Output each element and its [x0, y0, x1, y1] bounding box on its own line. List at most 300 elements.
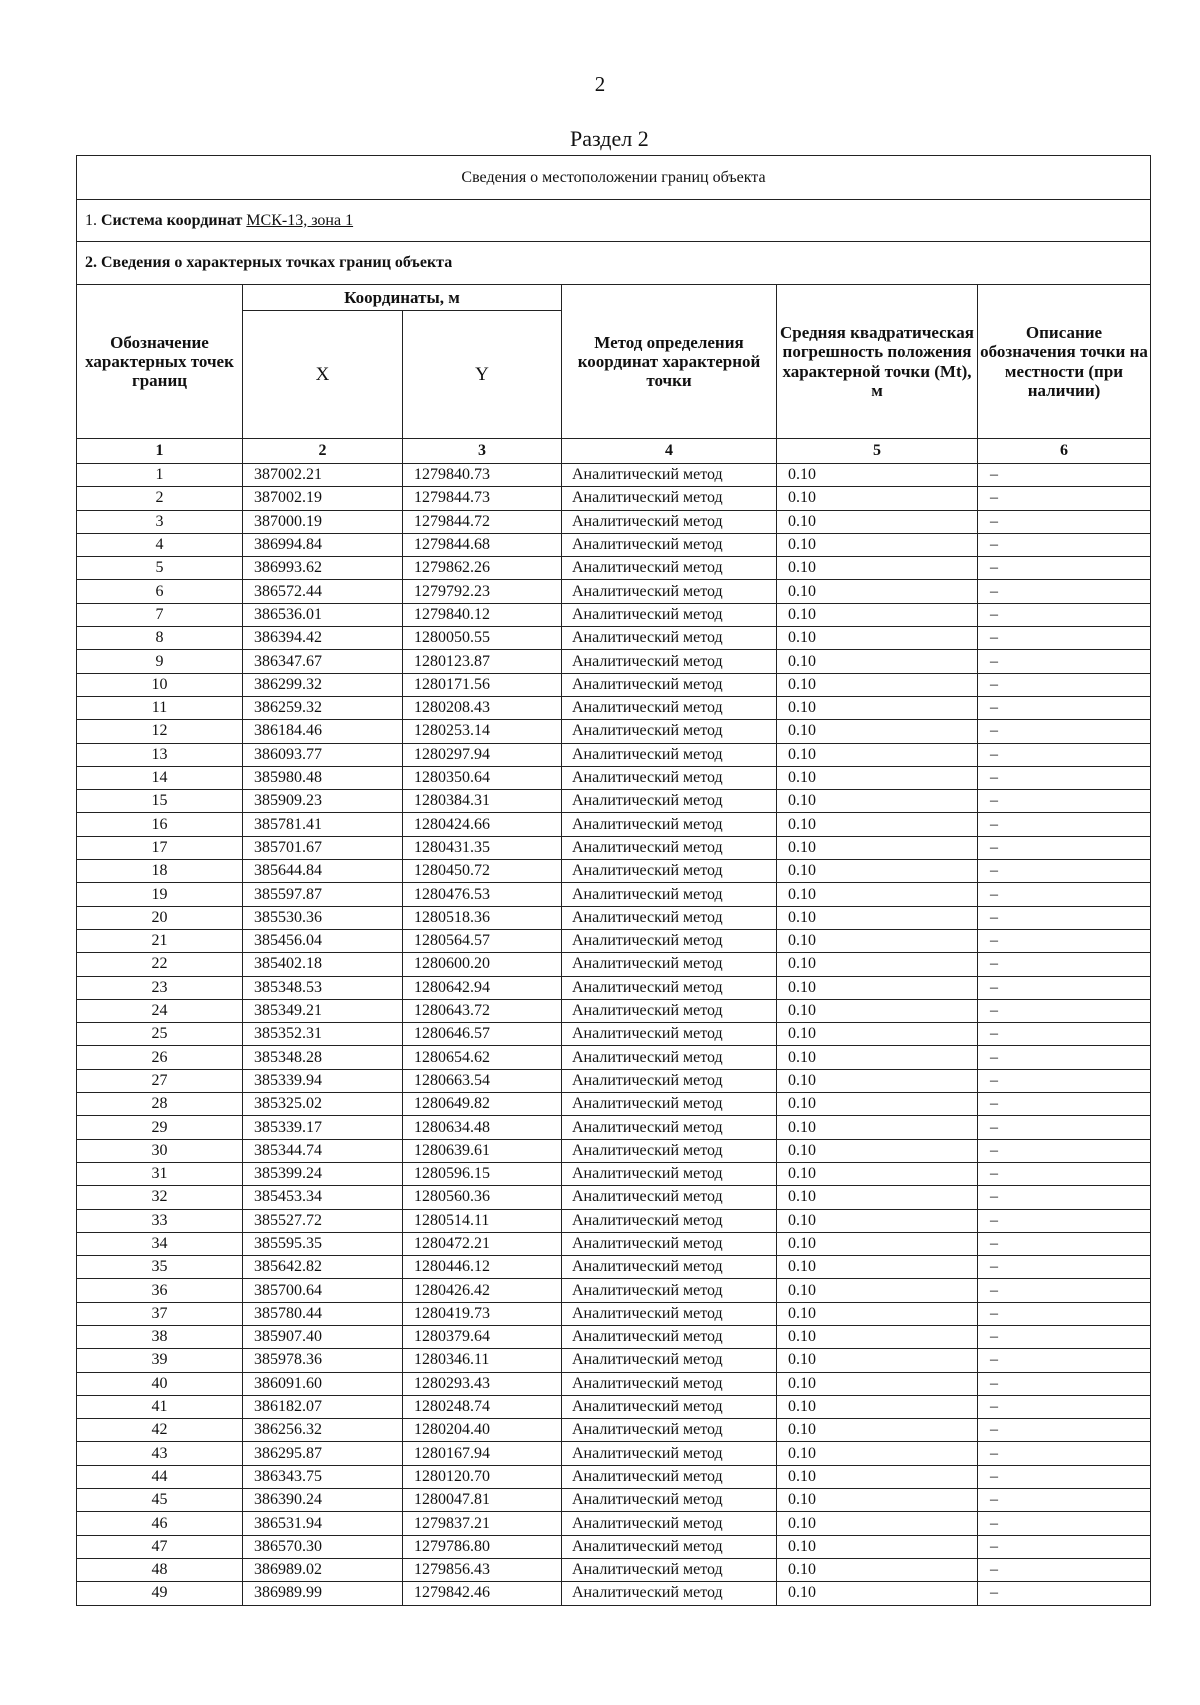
method-cell: Аналитический метод	[562, 487, 777, 510]
description-cell: –	[978, 836, 1151, 859]
x-coordinate-cell: 385980.48	[243, 766, 403, 789]
method-cell: Аналитический метод	[562, 1186, 777, 1209]
x-coordinate-cell: 386184.46	[243, 720, 403, 743]
description-cell: –	[978, 1419, 1151, 1442]
point-number-cell: 36	[77, 1279, 243, 1302]
error-cell: 0.10	[777, 1186, 978, 1209]
method-cell: Аналитический метод	[562, 860, 777, 883]
column-number: 6	[978, 439, 1151, 464]
description-cell: –	[978, 1209, 1151, 1232]
error-cell: 0.10	[777, 464, 978, 487]
point-number-cell: 21	[77, 929, 243, 952]
header-method: Метод определения координат характерной точки	[562, 285, 777, 439]
method-cell: Аналитический метод	[562, 743, 777, 766]
method-cell: Аналитический метод	[562, 1116, 777, 1139]
point-number-cell: 26	[77, 1046, 243, 1069]
y-coordinate-cell: 1280518.36	[403, 906, 562, 929]
y-coordinate-cell: 1280596.15	[403, 1162, 562, 1185]
points-title: 2. Сведения о характерных точках границ объекта	[77, 242, 1151, 285]
description-cell: –	[978, 1093, 1151, 1116]
method-cell: Аналитический метод	[562, 1093, 777, 1116]
description-cell: –	[978, 743, 1151, 766]
point-number-cell: 19	[77, 883, 243, 906]
table-row	[77, 627, 1151, 650]
error-cell: 0.10	[777, 557, 978, 580]
page-number: 2	[594, 72, 606, 96]
header-description: Описание обозначения точки на местности (при наличии)	[978, 285, 1151, 439]
x-coordinate-cell: 386394.42	[243, 627, 403, 650]
point-number-cell: 24	[77, 999, 243, 1022]
table-row	[77, 836, 1151, 859]
point-number-cell: 33	[77, 1209, 243, 1232]
description-cell: –	[978, 627, 1151, 650]
table-row	[77, 860, 1151, 883]
table-row	[77, 790, 1151, 813]
error-cell: 0.10	[777, 1162, 978, 1185]
method-cell: Аналитический метод	[562, 1442, 777, 1465]
y-coordinate-cell: 1280253.14	[403, 720, 562, 743]
description-cell: –	[978, 1116, 1151, 1139]
point-number-cell: 35	[77, 1256, 243, 1279]
y-coordinate-cell: 1279840.12	[403, 603, 562, 626]
table-row	[77, 1069, 1151, 1092]
x-coordinate-cell: 385399.24	[243, 1162, 403, 1185]
boundary-points-table	[76, 155, 1151, 1606]
point-number-cell: 6	[77, 580, 243, 603]
error-cell: 0.10	[777, 860, 978, 883]
method-cell: Аналитический метод	[562, 1232, 777, 1255]
description-cell: –	[978, 1512, 1151, 1535]
description-cell: –	[978, 1558, 1151, 1581]
table-row	[77, 999, 1151, 1022]
x-coordinate-cell: 385527.72	[243, 1209, 403, 1232]
method-cell: Аналитический метод	[562, 1489, 777, 1512]
method-cell: Аналитический метод	[562, 650, 777, 673]
y-coordinate-cell: 1280384.31	[403, 790, 562, 813]
description-cell: –	[978, 533, 1151, 556]
description-cell: –	[978, 696, 1151, 719]
method-cell: Аналитический метод	[562, 603, 777, 626]
y-coordinate-cell: 1280564.57	[403, 929, 562, 952]
x-coordinate-cell: 385348.28	[243, 1046, 403, 1069]
error-cell: 0.10	[777, 1512, 978, 1535]
table-row	[77, 1232, 1151, 1255]
column-number: 1	[77, 439, 243, 464]
x-coordinate-cell: 385339.17	[243, 1116, 403, 1139]
error-cell: 0.10	[777, 1419, 978, 1442]
point-number-cell: 15	[77, 790, 243, 813]
method-cell: Аналитический метод	[562, 720, 777, 743]
y-coordinate-cell: 1280208.43	[403, 696, 562, 719]
y-coordinate-cell: 1280379.64	[403, 1325, 562, 1348]
column-number: 2	[243, 439, 403, 464]
error-cell: 0.10	[777, 1279, 978, 1302]
point-number-cell: 25	[77, 1023, 243, 1046]
point-number-cell: 34	[77, 1232, 243, 1255]
x-coordinate-cell: 386531.94	[243, 1512, 403, 1535]
table-row	[77, 1046, 1151, 1069]
method-cell: Аналитический метод	[562, 929, 777, 952]
table-row	[77, 1116, 1151, 1139]
error-cell: 0.10	[777, 1558, 978, 1581]
table-row	[77, 929, 1151, 952]
error-cell: 0.10	[777, 1465, 978, 1488]
description-cell: –	[978, 860, 1151, 883]
table-row	[77, 1419, 1151, 1442]
description-cell: –	[978, 976, 1151, 999]
coord-system-row	[77, 200, 1151, 242]
method-cell: Аналитический метод	[562, 1395, 777, 1418]
point-number-cell: 18	[77, 860, 243, 883]
table-row	[77, 1093, 1151, 1116]
column-number: 4	[562, 439, 777, 464]
x-coordinate-cell: 385595.35	[243, 1232, 403, 1255]
description-cell: –	[978, 1535, 1151, 1558]
coord-system-cell	[77, 200, 1151, 242]
coord-system-prefix: 1.	[85, 211, 101, 229]
error-cell: 0.10	[777, 883, 978, 906]
x-coordinate-cell: 386299.32	[243, 673, 403, 696]
point-number-cell: 5	[77, 557, 243, 580]
point-number-cell: 29	[77, 1116, 243, 1139]
table-row	[77, 1535, 1151, 1558]
method-cell: Аналитический метод	[562, 1302, 777, 1325]
x-coordinate-cell: 385530.36	[243, 906, 403, 929]
x-coordinate-cell: 385701.67	[243, 836, 403, 859]
x-coordinate-cell: 386993.62	[243, 557, 403, 580]
method-cell: Аналитический метод	[562, 1069, 777, 1092]
y-coordinate-cell: 1280419.73	[403, 1302, 562, 1325]
x-coordinate-cell: 385456.04	[243, 929, 403, 952]
point-number-cell: 16	[77, 813, 243, 836]
x-coordinate-cell: 387000.19	[243, 510, 403, 533]
description-cell: –	[978, 487, 1151, 510]
point-number-cell: 32	[77, 1186, 243, 1209]
error-cell: 0.10	[777, 1582, 978, 1605]
description-cell: –	[978, 1489, 1151, 1512]
point-number-cell: 49	[77, 1582, 243, 1605]
method-cell: Аналитический метод	[562, 464, 777, 487]
error-cell: 0.10	[777, 999, 978, 1022]
table-row	[77, 813, 1151, 836]
description-cell: –	[978, 766, 1151, 789]
section-title: Раздел 2	[570, 126, 649, 151]
column-number: 5	[777, 439, 978, 464]
error-cell: 0.10	[777, 1349, 978, 1372]
method-cell: Аналитический метод	[562, 533, 777, 556]
table-row	[77, 1395, 1151, 1418]
method-cell: Аналитический метод	[562, 696, 777, 719]
point-number-cell: 11	[77, 696, 243, 719]
error-cell: 0.10	[777, 603, 978, 626]
x-coordinate-cell: 385348.53	[243, 976, 403, 999]
y-coordinate-cell: 1280204.40	[403, 1419, 562, 1442]
description-cell: –	[978, 557, 1151, 580]
x-coordinate-cell: 385700.64	[243, 1279, 403, 1302]
y-coordinate-cell: 1279842.46	[403, 1582, 562, 1605]
error-cell: 0.10	[777, 953, 978, 976]
error-cell: 0.10	[777, 1302, 978, 1325]
y-coordinate-cell: 1280476.53	[403, 883, 562, 906]
point-number-cell: 39	[77, 1349, 243, 1372]
x-coordinate-cell: 386989.99	[243, 1582, 403, 1605]
y-coordinate-cell: 1280120.70	[403, 1465, 562, 1488]
coord-system-label: Система координат	[101, 211, 243, 229]
table-row	[77, 510, 1151, 533]
x-coordinate-cell: 386572.44	[243, 580, 403, 603]
table-row	[77, 696, 1151, 719]
table-row	[77, 487, 1151, 510]
error-cell: 0.10	[777, 580, 978, 603]
error-cell: 0.10	[777, 1116, 978, 1139]
table-row	[77, 1162, 1151, 1185]
table-row	[77, 1489, 1151, 1512]
x-coordinate-cell: 386347.67	[243, 650, 403, 673]
description-cell: –	[978, 953, 1151, 976]
description-cell: –	[978, 1302, 1151, 1325]
x-coordinate-cell: 385907.40	[243, 1325, 403, 1348]
x-coordinate-cell: 385339.94	[243, 1069, 403, 1092]
method-cell: Аналитический метод	[562, 953, 777, 976]
method-cell: Аналитический метод	[562, 1209, 777, 1232]
table-row	[77, 1325, 1151, 1348]
method-cell: Аналитический метод	[562, 1256, 777, 1279]
x-coordinate-cell: 385978.36	[243, 1349, 403, 1372]
method-cell: Аналитический метод	[562, 580, 777, 603]
y-coordinate-cell: 1280167.94	[403, 1442, 562, 1465]
x-coordinate-cell: 385780.44	[243, 1302, 403, 1325]
y-coordinate-cell: 1280600.20	[403, 953, 562, 976]
point-number-cell: 7	[77, 603, 243, 626]
error-cell: 0.10	[777, 533, 978, 556]
description-cell: –	[978, 1139, 1151, 1162]
header-error: Средняя квадратическая погрешность положения характерной точки (Mt), м	[777, 285, 978, 439]
point-number-cell: 17	[77, 836, 243, 859]
error-cell: 0.10	[777, 836, 978, 859]
point-number-cell: 8	[77, 627, 243, 650]
error-cell: 0.10	[777, 1372, 978, 1395]
error-cell: 0.10	[777, 1093, 978, 1116]
x-coordinate-cell: 385642.82	[243, 1256, 403, 1279]
error-cell: 0.10	[777, 1069, 978, 1092]
x-coordinate-cell: 386390.24	[243, 1489, 403, 1512]
point-number-cell: 4	[77, 533, 243, 556]
header-y: Y	[403, 311, 562, 439]
point-number-cell: 46	[77, 1512, 243, 1535]
description-cell: –	[978, 883, 1151, 906]
error-cell: 0.10	[777, 929, 978, 952]
x-coordinate-cell: 387002.19	[243, 487, 403, 510]
table-row	[77, 1349, 1151, 1372]
coord-system-value: МСК-13, зона 1	[246, 211, 354, 229]
x-coordinate-cell: 386259.32	[243, 696, 403, 719]
table-row	[77, 1186, 1151, 1209]
table-row	[77, 1372, 1151, 1395]
error-cell: 0.10	[777, 510, 978, 533]
y-coordinate-cell: 1280123.87	[403, 650, 562, 673]
x-coordinate-cell: 385597.87	[243, 883, 403, 906]
method-cell: Аналитический метод	[562, 999, 777, 1022]
error-cell: 0.10	[777, 1023, 978, 1046]
error-cell: 0.10	[777, 1232, 978, 1255]
point-number-cell: 10	[77, 673, 243, 696]
table-row	[77, 533, 1151, 556]
description-cell: –	[978, 1256, 1151, 1279]
table-row	[77, 953, 1151, 976]
y-coordinate-cell: 1279837.21	[403, 1512, 562, 1535]
y-coordinate-cell: 1279844.68	[403, 533, 562, 556]
x-coordinate-cell: 386295.87	[243, 1442, 403, 1465]
x-coordinate-cell: 386989.02	[243, 1558, 403, 1581]
method-cell: Аналитический метод	[562, 1465, 777, 1488]
point-number-cell: 28	[77, 1093, 243, 1116]
description-cell: –	[978, 603, 1151, 626]
x-coordinate-cell: 386570.30	[243, 1535, 403, 1558]
description-cell: –	[978, 464, 1151, 487]
table-row	[77, 1465, 1151, 1488]
description-cell: –	[978, 1279, 1151, 1302]
y-coordinate-cell: 1279856.43	[403, 1558, 562, 1581]
y-coordinate-cell: 1280634.48	[403, 1116, 562, 1139]
description-cell: –	[978, 720, 1151, 743]
y-coordinate-cell: 1280646.57	[403, 1023, 562, 1046]
y-coordinate-cell: 1279844.73	[403, 487, 562, 510]
table-caption-row	[77, 156, 1151, 200]
y-coordinate-cell: 1280649.82	[403, 1093, 562, 1116]
table-row	[77, 976, 1151, 999]
error-cell: 0.10	[777, 976, 978, 999]
table-caption: Сведения о местоположении границ объекта	[77, 156, 1151, 200]
error-cell: 0.10	[777, 1442, 978, 1465]
description-cell: –	[978, 1186, 1151, 1209]
y-coordinate-cell: 1280050.55	[403, 627, 562, 650]
y-coordinate-cell: 1280514.11	[403, 1209, 562, 1232]
column-number-row	[77, 439, 1151, 464]
method-cell: Аналитический метод	[562, 627, 777, 650]
method-cell: Аналитический метод	[562, 766, 777, 789]
error-cell: 0.10	[777, 906, 978, 929]
point-number-cell: 37	[77, 1302, 243, 1325]
method-cell: Аналитический метод	[562, 1279, 777, 1302]
method-cell: Аналитический метод	[562, 906, 777, 929]
error-cell: 0.10	[777, 1325, 978, 1348]
point-number-cell: 47	[77, 1535, 243, 1558]
x-coordinate-cell: 386343.75	[243, 1465, 403, 1488]
table-row	[77, 1558, 1151, 1581]
point-number-cell: 2	[77, 487, 243, 510]
description-cell: –	[978, 673, 1151, 696]
method-cell: Аналитический метод	[562, 510, 777, 533]
error-cell: 0.10	[777, 720, 978, 743]
point-number-cell: 41	[77, 1395, 243, 1418]
description-cell: –	[978, 1325, 1151, 1348]
table-row	[77, 580, 1151, 603]
table-row	[77, 1209, 1151, 1232]
y-coordinate-cell: 1280248.74	[403, 1395, 562, 1418]
point-number-cell: 22	[77, 953, 243, 976]
y-coordinate-cell: 1280346.11	[403, 1349, 562, 1372]
table-row	[77, 603, 1151, 626]
y-coordinate-cell: 1280047.81	[403, 1489, 562, 1512]
y-coordinate-cell: 1279862.26	[403, 557, 562, 580]
point-number-cell: 38	[77, 1325, 243, 1348]
error-cell: 0.10	[777, 1489, 978, 1512]
point-number-cell: 43	[77, 1442, 243, 1465]
y-coordinate-cell: 1280643.72	[403, 999, 562, 1022]
x-coordinate-cell: 386091.60	[243, 1372, 403, 1395]
method-cell: Аналитический метод	[562, 557, 777, 580]
y-coordinate-cell: 1280663.54	[403, 1069, 562, 1092]
error-cell: 0.10	[777, 627, 978, 650]
x-coordinate-cell: 386182.07	[243, 1395, 403, 1418]
y-coordinate-cell: 1280350.64	[403, 766, 562, 789]
point-number-cell: 9	[77, 650, 243, 673]
y-coordinate-cell: 1280472.21	[403, 1232, 562, 1255]
x-coordinate-cell: 385909.23	[243, 790, 403, 813]
header-coords: Координаты, м	[243, 285, 562, 311]
header-point: Обозначение характерных точек границ	[77, 285, 243, 439]
table-row	[77, 1442, 1151, 1465]
method-cell: Аналитический метод	[562, 1046, 777, 1069]
description-cell: –	[978, 1442, 1151, 1465]
table-row	[77, 883, 1151, 906]
point-number-cell: 44	[77, 1465, 243, 1488]
x-coordinate-cell: 386536.01	[243, 603, 403, 626]
description-cell: –	[978, 1046, 1151, 1069]
point-number-cell: 23	[77, 976, 243, 999]
header-row-1	[77, 285, 1151, 311]
method-cell: Аналитический метод	[562, 1162, 777, 1185]
method-cell: Аналитический метод	[562, 1582, 777, 1605]
x-coordinate-cell: 385402.18	[243, 953, 403, 976]
method-cell: Аналитический метод	[562, 1419, 777, 1442]
method-cell: Аналитический метод	[562, 673, 777, 696]
table-row	[77, 1582, 1151, 1605]
table-row	[77, 1256, 1151, 1279]
x-coordinate-cell: 386093.77	[243, 743, 403, 766]
y-coordinate-cell: 1280297.94	[403, 743, 562, 766]
description-cell: –	[978, 1232, 1151, 1255]
x-coordinate-cell: 385644.84	[243, 860, 403, 883]
y-coordinate-cell: 1280293.43	[403, 1372, 562, 1395]
error-cell: 0.10	[777, 1209, 978, 1232]
method-cell: Аналитический метод	[562, 1349, 777, 1372]
x-coordinate-cell: 387002.21	[243, 464, 403, 487]
error-cell: 0.10	[777, 487, 978, 510]
y-coordinate-cell: 1279792.23	[403, 580, 562, 603]
y-coordinate-cell: 1280424.66	[403, 813, 562, 836]
method-cell: Аналитический метод	[562, 813, 777, 836]
description-cell: –	[978, 1372, 1151, 1395]
description-cell: –	[978, 1395, 1151, 1418]
y-coordinate-cell: 1279840.73	[403, 464, 562, 487]
description-cell: –	[978, 1162, 1151, 1185]
description-cell: –	[978, 1349, 1151, 1372]
x-coordinate-cell: 386256.32	[243, 1419, 403, 1442]
table-row	[77, 743, 1151, 766]
table-row	[77, 1302, 1151, 1325]
error-cell: 0.10	[777, 813, 978, 836]
method-cell: Аналитический метод	[562, 883, 777, 906]
point-number-cell: 31	[77, 1162, 243, 1185]
x-coordinate-cell: 385349.21	[243, 999, 403, 1022]
description-cell: –	[978, 580, 1151, 603]
point-number-cell: 48	[77, 1558, 243, 1581]
method-cell: Аналитический метод	[562, 790, 777, 813]
error-cell: 0.10	[777, 1395, 978, 1418]
description-cell: –	[978, 1582, 1151, 1605]
error-cell: 0.10	[777, 1046, 978, 1069]
